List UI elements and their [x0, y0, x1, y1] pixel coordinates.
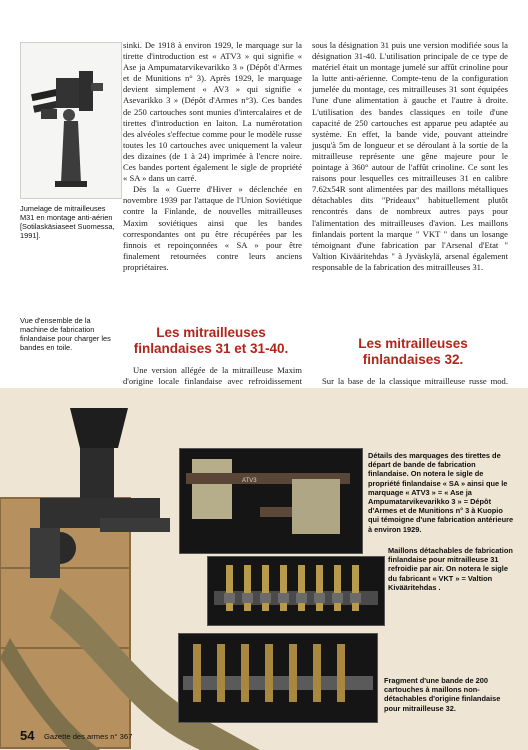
atv3-stamp: ATV3	[242, 478, 257, 484]
col3-paragraph-2: Sur la base de la classique mitrailleuse russe mod.	[322, 376, 508, 386]
column-2	[123, 40, 302, 273]
caption-pull-tabs: Détails des marquages des tirettes de départ de bande de fabrication finlandaise. On notera le sigle de propriété finlandaise « SA » ainsi que le marquage « ATV3 » = « Ase ja Ampumatarvikevarikko 3 » = Dépôt d'Armes et de Munitions n° 3 à Kuopio qui témoigne d'une fabrication antérieure à environ 1929.	[368, 451, 514, 534]
caption-links: Maillons détachables de fabrication finlandaise pour mitrailleuse 31 refroidie par air. On notera le sigle du fabricant « VKT » = Valtion Kivääritehdas .	[388, 546, 513, 592]
caption-belt-fragment: Fragment d'une bande de 200 cartouches à maillons non-détachables d'origine finlandaise pour mitrailleuse 32.	[384, 676, 501, 713]
headline-mitrailleuses-32: Les mitrailleuses finlandaises 32.	[358, 336, 468, 367]
caption-machine: Vue d'ensemble de la machine de fabrication finlandaise pour charger les bandes en toile.	[20, 316, 111, 352]
page-number: 54	[20, 728, 35, 743]
magazine-name: Gazette des armes n° 367	[44, 732, 133, 741]
headline-mitrailleuses-31: Les mitrailleuses finlandaises 31 et 31-40.	[133, 325, 289, 356]
links-photo	[207, 556, 385, 626]
belt-fragment-photo	[178, 633, 378, 723]
col2-paragraph-3: Une version allégée de la mitrailleuse Maxim d'origine locale finlandaise avec refroidissement	[123, 365, 302, 387]
twin-mg-photo	[20, 42, 122, 199]
column-3	[312, 40, 508, 273]
pull-tabs-photo	[179, 448, 363, 554]
col2-paragraph-2: Dès la « Guerre d'Hiver » déclenchée en novembre 1939 par l'attaque de l'Union Soviétique contre la Finlande, de nouvelles mitrailleuses Maxim soviétiques ainsi que les bandes correspondantes ont pu être récupérées par les finnois et repoinçonnées « SA » pour être finalement retournées contre leurs anciens propriétaires.	[123, 184, 302, 272]
col3-paragraph-1: sous la désignation 31 puis une version modifiée sous la désignation 31-40. L'utilisation principale de ce type de matériel était un montage jumelé sur affût crinoline pour la lutte anti-aérienne. Compte-tenu de la configuration jumelée du montage, ces mitrailleuses 31 sont équipées l'une d'une alimentation à gauche et l'autre à droite. L'utilisation des bandes classiques en toile d'une capacité de 250 cartouches est apparue peu adaptée au système. En effet, la bande vide, pouvant atteindre jusqu'à 5m de longueur et se déroulant à la sortie de la mitrailleuse représente une gêne majeure pour le pointage à 360° autour de l'affût crinoline. Ce sont les raisons pour lesquelles ces mitrailleuses 31 en calibre 7.62x54R sont alimentées par des maillons métalliques détachables dits "Prideaux" habituellement plutôt rencontrés dans de nombreux autres pays pour l'alimentation des mitrailleuses d'avion. Les maillons finlandais portent la marque " VKT " dans un losange témoignant d'une fabrication par l'Arsenal d'Etat " Valtion Kivääritehdas " à Jyväskylä, arsenal également responsable de la fabrication des mitrailleuses 31.	[312, 40, 508, 272]
caption-jumelage: Jumelage de mitrailleuses M31 en montage anti-aérien [Sotilaskäsiaseet Suomessa, 1991].	[20, 204, 115, 240]
col2-paragraph-1: sinki. De 1918 à environ 1929, le marquage sur la tirette d'introduction est « ATV3 » qui signifie « Ase ja Ampumatarvikevarikko 3 » (Dépôt d'Armes et de Munitions n° 3). Après 1929, le marquage devient simplement « AV3 » qui signifie « Asevarikko 3 » (Dépôt d'Armes n°3). Ces bandes de 250 cartouches sont munies d'intercalaires et de tirettes d'introduction en laiton. La numérotation des alvéoles s'effectue comme pour le modèle russe toutes les 10 cartouches avec uniquement la valeur des dizaines (de 1 à 24) imprimée à l'encre noire. Ces bandes portent également le sigle de propriété « SA » dans un carré.	[123, 40, 302, 184]
